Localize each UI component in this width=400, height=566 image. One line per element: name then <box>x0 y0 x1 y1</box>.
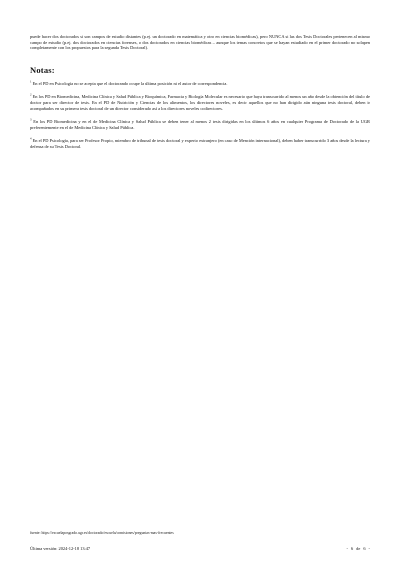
note-3-text: En los PD Biomedicina y en el de Medicina Clínica y Salud Pública se deben tener al menos 2 tesis dirigidas en los últimos 6 años en cualquier Programa de Doctorado de la UGR preferentemente en el de Medicina Clínica y Salud Pública. <box>30 119 370 130</box>
page-suffix: - <box>368 546 370 551</box>
page-content <box>30 34 370 158</box>
note-4-mark: 4 <box>30 136 32 141</box>
note-2-mark: 2 <box>30 92 32 97</box>
page-of: de <box>356 546 361 551</box>
note-2-text: En los PD en Biomedicina, Medicina Clínica y Salud Pública y Bioquímica, Farmacia y Biología Molecular es necesario que haya transcurrido al menos un año desde la obtención del título de doctor para ser director de tesis. En el PD de Nutrición y Ciencias de los alimentos, los directores noveles, es decir aquellos que no han dirigido aún ninguna tesis doctoral, deben ir acompañados en su primera tesis doctoral de un director considerado así a los directores noveles codirectores. <box>30 94 370 111</box>
note-2 <box>30 94 370 111</box>
page-prefix: - <box>346 546 348 551</box>
note-4 <box>30 138 370 149</box>
intro-paragraph: puede hacer dos doctorados si son campos de estudio distantes (p.ej. un doctorado en matemática y otro en ciencias biomédicas), pero NUNCA si las dos Tesis Doctorales pertenecen al mismo campo de estudio (p.ej. dos doctorados en ciencias forenses, o dos doctorados en ciencias biomédicas – aunque los temas concretos que se hayan estudiado en el primer doctorado no solapen completamente con los propuestos para la segunda Tesis Doctoral). <box>30 34 370 51</box>
note-1-text: En el PD en Psicología no se acepta que el doctorando ocupe la última posición ni el autor de correspondencia. <box>32 80 228 86</box>
note-3 <box>30 119 370 130</box>
page-total: 6 <box>363 546 366 551</box>
notes-heading <box>30 65 370 75</box>
note-1 <box>30 81 370 87</box>
notes-heading-text: Notas <box>30 64 52 75</box>
page-current: 6 <box>350 546 354 551</box>
note-3-mark: 3 <box>30 117 32 122</box>
source-link[interactable]: fuente: https://escuelaposgrado.ugr.es/doctorado/escuela/comisiones/preguntas-mas-frecuentes <box>30 531 174 535</box>
note-1-mark: 1 <box>30 79 32 84</box>
page-number <box>344 546 371 551</box>
page-footer <box>30 546 370 551</box>
last-version-label: Última versión: 2024-12-18 13:47 <box>30 546 91 551</box>
notes-heading-colon: : <box>51 64 55 75</box>
note-4-text: En el PD Psicología, para ser Profesor Propio, miembro de tribunal de tesis doctoral y experto extranjero (en caso de Mención internacional), deben haber transcurrido 3 años desde la lectura y defensa de su Tesis Doctoral. <box>30 138 370 149</box>
